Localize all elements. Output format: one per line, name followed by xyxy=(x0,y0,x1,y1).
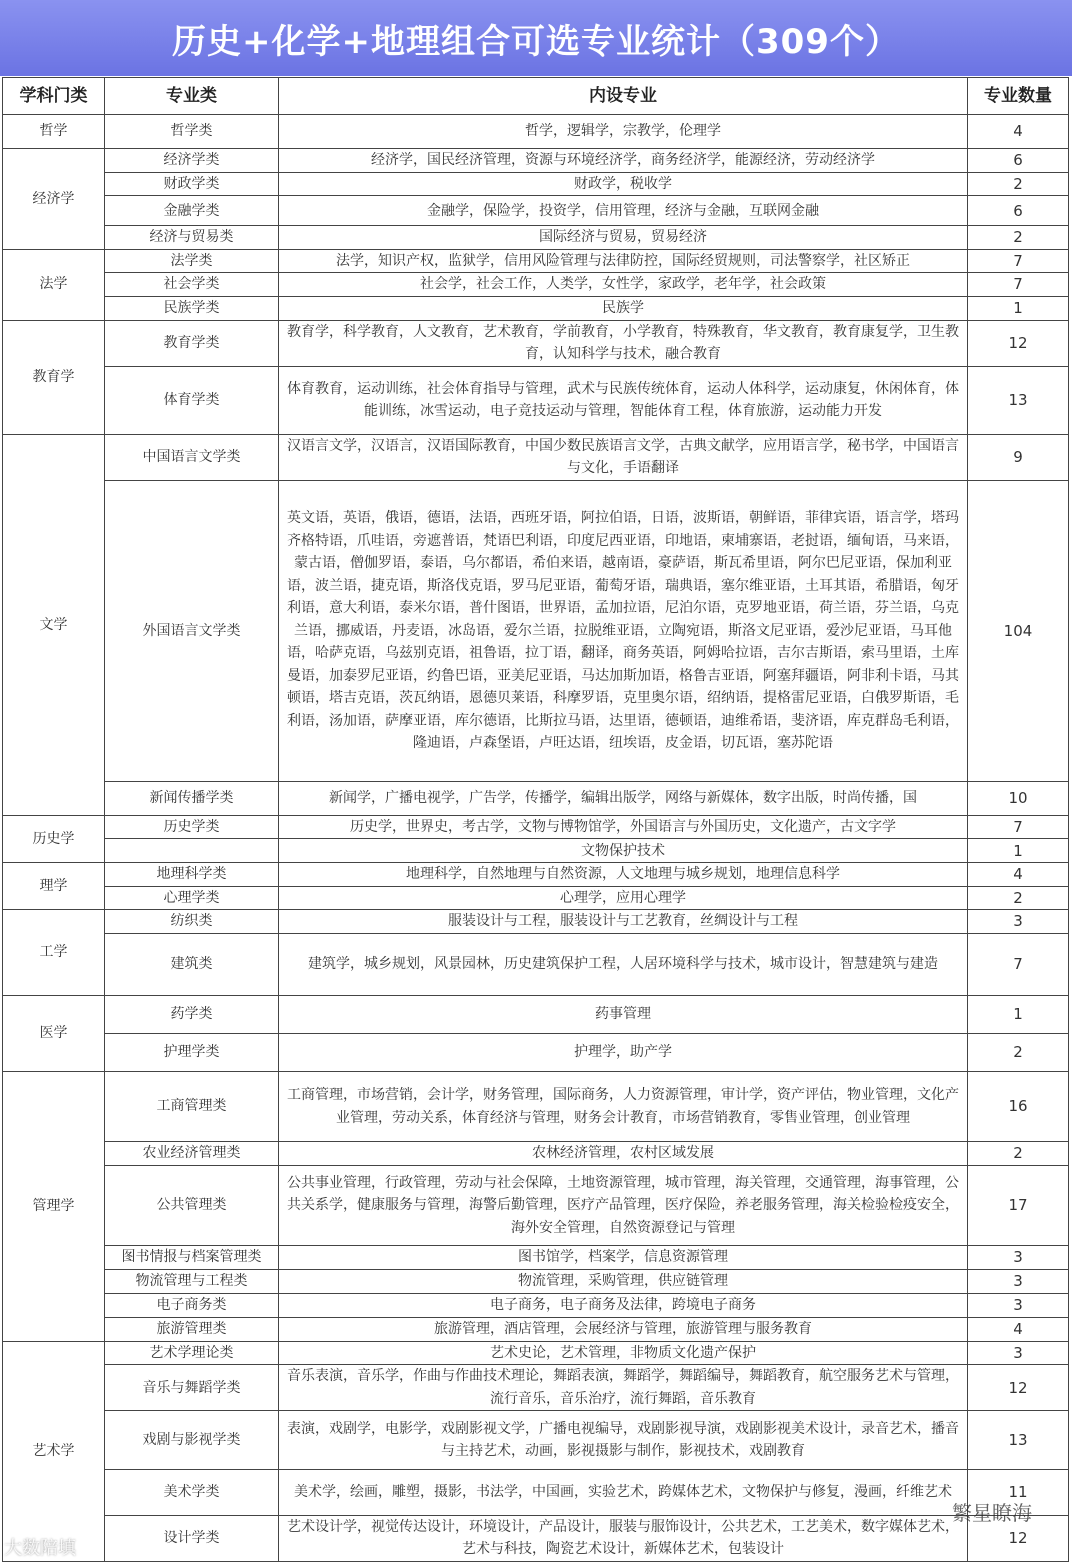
table-row xyxy=(3,1142,1069,1166)
discipline-cell: 管理学 xyxy=(3,1072,105,1342)
subject-class-cell: 金融学类 xyxy=(105,196,279,226)
count-cell: 12 xyxy=(968,1515,1069,1561)
discipline-cell: 艺术学 xyxy=(3,1341,105,1561)
table-row xyxy=(3,1469,1069,1515)
count-cell: 7 xyxy=(968,249,1069,273)
majors-cell: 农林经济管理，农村区域发展 xyxy=(279,1142,968,1166)
count-cell: 3 xyxy=(968,910,1069,934)
subject-class-cell: 法学类 xyxy=(105,249,279,273)
table-row xyxy=(3,296,1069,320)
count-cell: 17 xyxy=(968,1165,1069,1245)
table-row xyxy=(3,933,1069,995)
table-row xyxy=(3,910,1069,934)
count-cell: 3 xyxy=(968,1294,1069,1318)
table-row xyxy=(3,226,1069,250)
subject-class-cell: 经济学类 xyxy=(105,149,279,173)
table-row xyxy=(3,839,1069,863)
majors-cell: 国际经济与贸易，贸易经济 xyxy=(279,226,968,250)
table-row xyxy=(3,1033,1069,1071)
majors-cell: 工商管理，市场营销，会计学，财务管理，国际商务，人力资源管理，审计学，资产评估，物业管理，文化产业管理，劳动关系，体育经济与管理，财务会计教育，市场营销教育，零售业管理，创业管理 xyxy=(279,1072,968,1142)
subject-class-cell: 哲学类 xyxy=(105,115,279,149)
subject-class-cell: 护理学类 xyxy=(105,1033,279,1071)
count-cell: 9 xyxy=(968,434,1069,480)
count-cell: 11 xyxy=(968,1469,1069,1515)
subject-class-cell: 历史学类 xyxy=(105,815,279,839)
subject-class-cell: 电子商务类 xyxy=(105,1294,279,1318)
majors-cell: 法学，知识产权，监狱学，信用风险管理与法律防控，国际经贸规则，司法警察学，社区矫正 xyxy=(279,249,968,273)
table-row xyxy=(3,1411,1069,1469)
table-row xyxy=(3,196,1069,226)
majors-cell: 建筑学，城乡规划，风景园林，历史建筑保护工程，人居环境科学与技术，城市设计，智慧建筑与建造 xyxy=(279,933,968,995)
count-cell: 2 xyxy=(968,1142,1069,1166)
majors-cell: 公共事业管理，行政管理，劳动与社会保障，土地资源管理，城市管理，海关管理，交通管理，海事管理，公共关系学，健康服务与管理，海警后勤管理，医疗产品管理，医疗保险，养老服务管理，海关检验检疫安全，海外安全管理，自然资源登记与管理 xyxy=(279,1165,968,1245)
subject-class-cell: 社会学类 xyxy=(105,273,279,297)
count-cell: 1 xyxy=(968,839,1069,863)
discipline-cell: 哲学 xyxy=(3,115,105,149)
majors-cell: 艺术史论，艺术管理，非物质文化遗产保护 xyxy=(279,1341,968,1365)
header-count: 专业数量 xyxy=(968,78,1069,115)
count-cell: 12 xyxy=(968,320,1069,366)
table-row xyxy=(3,172,1069,196)
subject-class-cell: 建筑类 xyxy=(105,933,279,995)
table-row xyxy=(3,815,1069,839)
table-row xyxy=(3,1318,1069,1342)
subject-class-cell: 设计学类 xyxy=(105,1515,279,1561)
subject-class-cell: 美术学类 xyxy=(105,1469,279,1515)
majors-cell: 地理科学，自然地理与自然资源，人文地理与城乡规划，地理信息科学 xyxy=(279,863,968,887)
majors-cell: 体育教育，运动训练，社会体育指导与管理，武术与民族传统体育，运动人体科学，运动康复，休闲体育，体能训练，冰雪运动，电子竞技运动与管理，智能体育工程，体育旅游，运动能力开发 xyxy=(279,366,968,434)
count-cell: 2 xyxy=(968,1033,1069,1071)
table-row xyxy=(3,1341,1069,1365)
majors-cell: 图书馆学，档案学，信息资源管理 xyxy=(279,1246,968,1270)
table-row xyxy=(3,1515,1069,1561)
majors-cell: 心理学，应用心理学 xyxy=(279,886,968,910)
majors-cell: 艺术设计学，视觉传达设计，环境设计，产品设计，服装与服饰设计，公共艺术，工艺美术，数字媒体艺术，艺术与科技，陶瓷艺术设计，新媒体艺术，包装设计 xyxy=(279,1515,968,1561)
count-cell: 4 xyxy=(968,115,1069,149)
majors-cell: 财政学，税收学 xyxy=(279,172,968,196)
subject-class-cell: 民族学类 xyxy=(105,296,279,320)
majors-cell: 新闻学，广播电视学，广告学，传播学，编辑出版学，网络与新媒体，数字出版，时尚传播，国 xyxy=(279,781,968,815)
subject-class-cell: 农业经济管理类 xyxy=(105,1142,279,1166)
table-row xyxy=(3,995,1069,1033)
majors-cell: 英文语，英语，俄语，德语，法语，西班牙语，阿拉伯语，日语，波斯语，朝鲜语，菲律宾语，语言学，塔玛齐格特语，爪哇语，旁遮普语，梵语巴利语，印度尼西亚语，印地语，柬埔寨语，老挝语，缅甸语，马来语，蒙古语，僧伽罗语，泰语，乌尔都语，希伯来语，越南语，豪萨语，斯瓦希里语，阿尔巴尼亚语，保加利亚语，波兰语，捷克语，斯洛伐克语，罗马尼亚语，葡萄牙语，瑞典语，塞尔维亚语，土耳其语，希腊语，匈牙利语，意大利语，泰米尔语，普什图语，世界语，孟加拉语，尼泊尔语，克罗地亚语，荷兰语，芬兰语，乌克兰语，挪威语，丹麦语，冰岛语，爱尔兰语，拉脱维亚语，立陶宛语，斯洛文尼亚语，爱沙尼亚语，马耳他语，哈萨克语，乌兹别克语，祖鲁语，拉丁语，翻译，商务英语，阿姆哈拉语，吉尔吉斯语，索马里语，土库曼语，加泰罗尼亚语，约鲁巴语，亚美尼亚语，马达加斯加语，格鲁吉亚语，阿塞拜疆语，阿非利卡语，马其顿语，塔吉克语，茨瓦纳语，恩德贝莱语，科摩罗语，克里奥尔语，绍纳语，提格雷尼亚语，白俄罗斯语，毛利语，汤加语，萨摩亚语，库尔德语，比斯拉马语，达里语，德顿语，迪维希语，斐济语，库克群岛毛利语，隆迪语，卢森堡语，卢旺达语，纽埃语，皮金语，切瓦语，塞苏陀语 xyxy=(279,480,968,781)
majors-cell: 电子商务，电子商务及法律，跨境电子商务 xyxy=(279,1294,968,1318)
subject-class-cell: 新闻传播学类 xyxy=(105,781,279,815)
majors-cell: 文物保护技术 xyxy=(279,839,968,863)
table-row xyxy=(3,1294,1069,1318)
discipline-cell: 教育学 xyxy=(3,320,105,434)
subject-class-cell: 音乐与舞蹈学类 xyxy=(105,1365,279,1411)
table-row xyxy=(3,366,1069,434)
majors-cell: 社会学，社会工作，人类学，女性学，家政学，老年学，社会政策 xyxy=(279,273,968,297)
majors-cell: 历史学，世界史，考古学，文物与博物馆学，外国语言与外国历史，文化遗产，古文字学 xyxy=(279,815,968,839)
count-cell: 2 xyxy=(968,172,1069,196)
count-cell: 13 xyxy=(968,366,1069,434)
majors-cell: 音乐表演，音乐学，作曲与作曲技术理论，舞蹈表演，舞蹈学，舞蹈编导，舞蹈教育，航空服务艺术与管理，流行音乐，音乐治疗，流行舞蹈，音乐教育 xyxy=(279,1365,968,1411)
count-cell: 1 xyxy=(968,296,1069,320)
subject-class-cell: 地理科学类 xyxy=(105,863,279,887)
majors-table xyxy=(2,77,1069,1562)
subject-class-cell: 旅游管理类 xyxy=(105,1318,279,1342)
subject-class-cell: 外国语言文学类 xyxy=(105,480,279,781)
header-majors: 内设专业 xyxy=(279,78,968,115)
count-cell: 12 xyxy=(968,1365,1069,1411)
count-cell: 7 xyxy=(968,273,1069,297)
majors-cell: 民族学 xyxy=(279,296,968,320)
subject-class-cell: 药学类 xyxy=(105,995,279,1033)
count-cell: 16 xyxy=(968,1072,1069,1142)
subject-class-cell: 教育学类 xyxy=(105,320,279,366)
subject-class-cell: 图书情报与档案管理类 xyxy=(105,1246,279,1270)
table-row xyxy=(3,886,1069,910)
majors-cell: 旅游管理，酒店管理，会展经济与管理，旅游管理与服务教育 xyxy=(279,1318,968,1342)
count-cell: 7 xyxy=(968,933,1069,995)
discipline-cell: 医学 xyxy=(3,995,105,1071)
title-banner xyxy=(0,0,1072,76)
discipline-cell: 文学 xyxy=(3,434,105,815)
majors-cell: 表演，戏剧学，电影学，戏剧影视文学，广播电视编导，戏剧影视导演，戏剧影视美术设计，录音艺术，播音与主持艺术，动画，影视摄影与制作，影视技术，戏剧教育 xyxy=(279,1411,968,1469)
count-cell: 104 xyxy=(968,480,1069,781)
majors-cell: 经济学，国民经济管理，资源与环境经济学，商务经济学，能源经济，劳动经济学 xyxy=(279,149,968,173)
table-row xyxy=(3,1165,1069,1245)
majors-cell: 美术学，绘画，雕塑，摄影，书法学，中国画，实验艺术，跨媒体艺术，文物保护与修复，漫画，纤维艺术 xyxy=(279,1469,968,1515)
count-cell: 3 xyxy=(968,1341,1069,1365)
table-row xyxy=(3,863,1069,887)
table-row xyxy=(3,1365,1069,1411)
count-cell: 3 xyxy=(968,1270,1069,1294)
count-cell: 2 xyxy=(968,886,1069,910)
table-row xyxy=(3,1246,1069,1270)
majors-cell: 金融学，保险学，投资学，信用管理，经济与金融，互联网金融 xyxy=(279,196,968,226)
header-discipline: 学科门类 xyxy=(3,78,105,115)
table-body xyxy=(3,115,1069,1562)
subject-class-cell: 戏剧与影视学类 xyxy=(105,1411,279,1469)
subject-class-cell: 财政学类 xyxy=(105,172,279,196)
table-row xyxy=(3,480,1069,781)
subject-class-cell: 经济与贸易类 xyxy=(105,226,279,250)
subject-class-cell xyxy=(105,839,279,863)
subject-class-cell: 物流管理与工程类 xyxy=(105,1270,279,1294)
count-cell: 7 xyxy=(968,815,1069,839)
table-row xyxy=(3,320,1069,366)
subject-class-cell: 艺术学理论类 xyxy=(105,1341,279,1365)
majors-cell: 哲学，逻辑学，宗教学，伦理学 xyxy=(279,115,968,149)
count-cell: 6 xyxy=(968,149,1069,173)
subject-class-cell: 工商管理类 xyxy=(105,1072,279,1142)
count-cell: 6 xyxy=(968,196,1069,226)
watermark-text: 繁星瞭海 xyxy=(952,1501,1032,1525)
page-title: 历史+化学+地理组合可选专业统计（309个） xyxy=(172,21,900,62)
subject-class-cell: 公共管理类 xyxy=(105,1165,279,1245)
count-cell: 3 xyxy=(968,1246,1069,1270)
majors-cell: 教育学，科学教育，人文教育，艺术教育，学前教育，小学教育，特殊教育，华文教育，教育康复学，卫生教育，认知科学与技术，融合教育 xyxy=(279,320,968,366)
subject-class-cell: 心理学类 xyxy=(105,886,279,910)
discipline-cell: 经济学 xyxy=(3,149,105,250)
table-row xyxy=(3,273,1069,297)
table-header xyxy=(3,78,1069,115)
header-row xyxy=(3,78,1069,115)
subject-class-cell: 中国语言文学类 xyxy=(105,434,279,480)
table-row xyxy=(3,434,1069,480)
table-row xyxy=(3,1072,1069,1142)
header-subject-class: 专业类 xyxy=(105,78,279,115)
count-cell: 2 xyxy=(968,226,1069,250)
count-cell: 4 xyxy=(968,1318,1069,1342)
table-row xyxy=(3,1270,1069,1294)
count-cell: 10 xyxy=(968,781,1069,815)
discipline-cell: 理学 xyxy=(3,863,105,910)
discipline-cell: 法学 xyxy=(3,249,105,320)
subject-class-cell: 体育学类 xyxy=(105,366,279,434)
table-row xyxy=(3,149,1069,173)
watermark-text: 大数陪填 xyxy=(4,1538,76,1559)
majors-cell: 物流管理，采购管理，供应链管理 xyxy=(279,1270,968,1294)
count-cell: 13 xyxy=(968,1411,1069,1469)
table-row xyxy=(3,249,1069,273)
table-row xyxy=(3,115,1069,149)
count-cell: 4 xyxy=(968,863,1069,887)
discipline-cell: 历史学 xyxy=(3,815,105,862)
majors-cell: 药事管理 xyxy=(279,995,968,1033)
discipline-cell: 工学 xyxy=(3,910,105,996)
subject-class-cell: 纺织类 xyxy=(105,910,279,934)
majors-cell: 护理学，助产学 xyxy=(279,1033,968,1071)
count-cell: 1 xyxy=(968,995,1069,1033)
table-row xyxy=(3,781,1069,815)
majors-cell: 服装设计与工程，服装设计与工艺教育，丝绸设计与工程 xyxy=(279,910,968,934)
majors-cell: 汉语言文学，汉语言，汉语国际教育，中国少数民族语言文学，古典文献学，应用语言学，秘书学，中国语言与文化，手语翻译 xyxy=(279,434,968,480)
